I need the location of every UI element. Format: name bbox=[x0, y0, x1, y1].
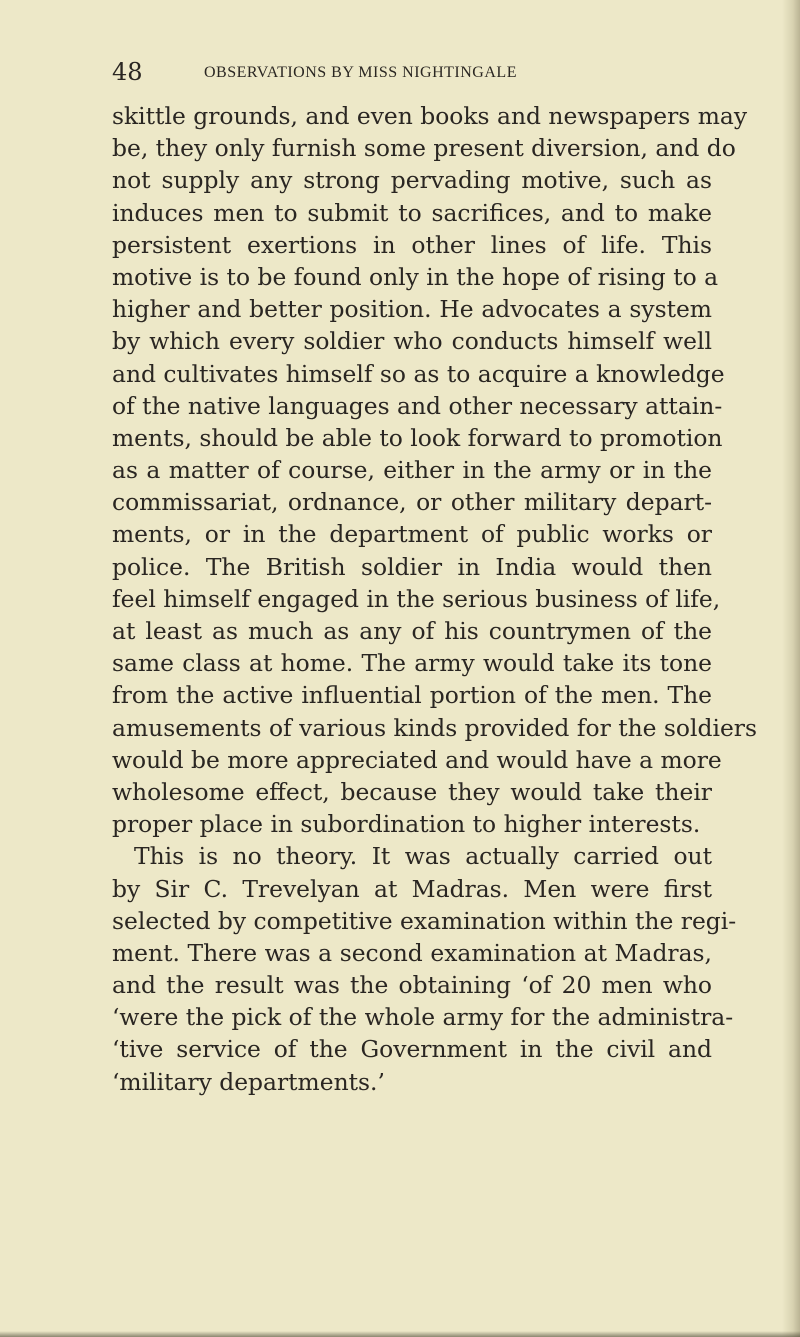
text-line: ment. There was a second examination at Madras, bbox=[112, 938, 712, 967]
text-line: police. The British soldier in India would then bbox=[112, 552, 712, 581]
text-line: of the native languages and other necessary attain- bbox=[112, 391, 723, 420]
text-line: ‘military departments.’ bbox=[112, 1067, 385, 1096]
text-line: ‘tive service of the Government in the civil and bbox=[112, 1035, 712, 1064]
page-edge-shadow bbox=[782, 0, 800, 1337]
text-line: feel himself engaged in the serious business of life, bbox=[112, 584, 721, 613]
text-line: amusements of various kinds provided for the soldiers bbox=[112, 713, 757, 742]
text-line: ments, or in the department of public works or bbox=[112, 520, 712, 549]
text-line: and the result was the obtaining ‘of 20 men who bbox=[112, 971, 712, 1000]
text-line: as a matter of course, either in the army or in the bbox=[112, 456, 712, 485]
text-line: by Sir C. Trevelyan at Madras. Men were first bbox=[112, 874, 712, 903]
text-line: at least as much as any of his countrymen of the bbox=[112, 617, 712, 645]
body-text bbox=[112, 100, 757, 1098]
text-line: selected by competitive examination within the regi- bbox=[112, 906, 737, 935]
text-line: not supply any strong pervading motive, such as bbox=[112, 166, 712, 195]
text-line: persistent exertions in other lines of life. This bbox=[112, 230, 712, 259]
page-header bbox=[0, 58, 800, 88]
text-line: same class at home. The army would take its tone bbox=[112, 649, 712, 678]
text-line: proper place in subordination to higher interests. bbox=[112, 810, 701, 839]
text-line: This is no theory. It was actually carried out bbox=[134, 842, 712, 871]
text-line: would be more appreciated and would have a more bbox=[112, 745, 722, 774]
text-line: from the active influential portion of the men. The bbox=[112, 681, 712, 710]
text-line: be, they only furnish some present diversion, and do bbox=[112, 134, 736, 163]
text-line: induces men to submit to sacrifices, and to make bbox=[112, 198, 712, 227]
text-line: higher and better position. He advocates a system bbox=[112, 295, 712, 324]
text-line: skittle grounds, and even books and newspapers may bbox=[112, 102, 748, 130]
text-line: and cultivates himself so as to acquire a knowledge bbox=[112, 359, 725, 388]
running-head: OBSERVATIONS BY MISS NIGHTINGALE bbox=[204, 64, 517, 81]
text-line: wholesome effect, because they would take their bbox=[112, 777, 712, 806]
text-line: ‘were the pick of the whole army for the administra- bbox=[112, 1003, 734, 1032]
text-line: motive is to be found only in the hope of rising to a bbox=[112, 262, 719, 291]
text-line: commissariat, ordnance, or other military depart- bbox=[112, 488, 712, 517]
text-line: ments, should be able to look forward to promotion bbox=[112, 423, 723, 452]
text-line: by which every soldier who conducts himself well bbox=[112, 327, 712, 356]
page-bottom-edge bbox=[0, 1331, 800, 1337]
page-number: 48 bbox=[112, 58, 143, 86]
